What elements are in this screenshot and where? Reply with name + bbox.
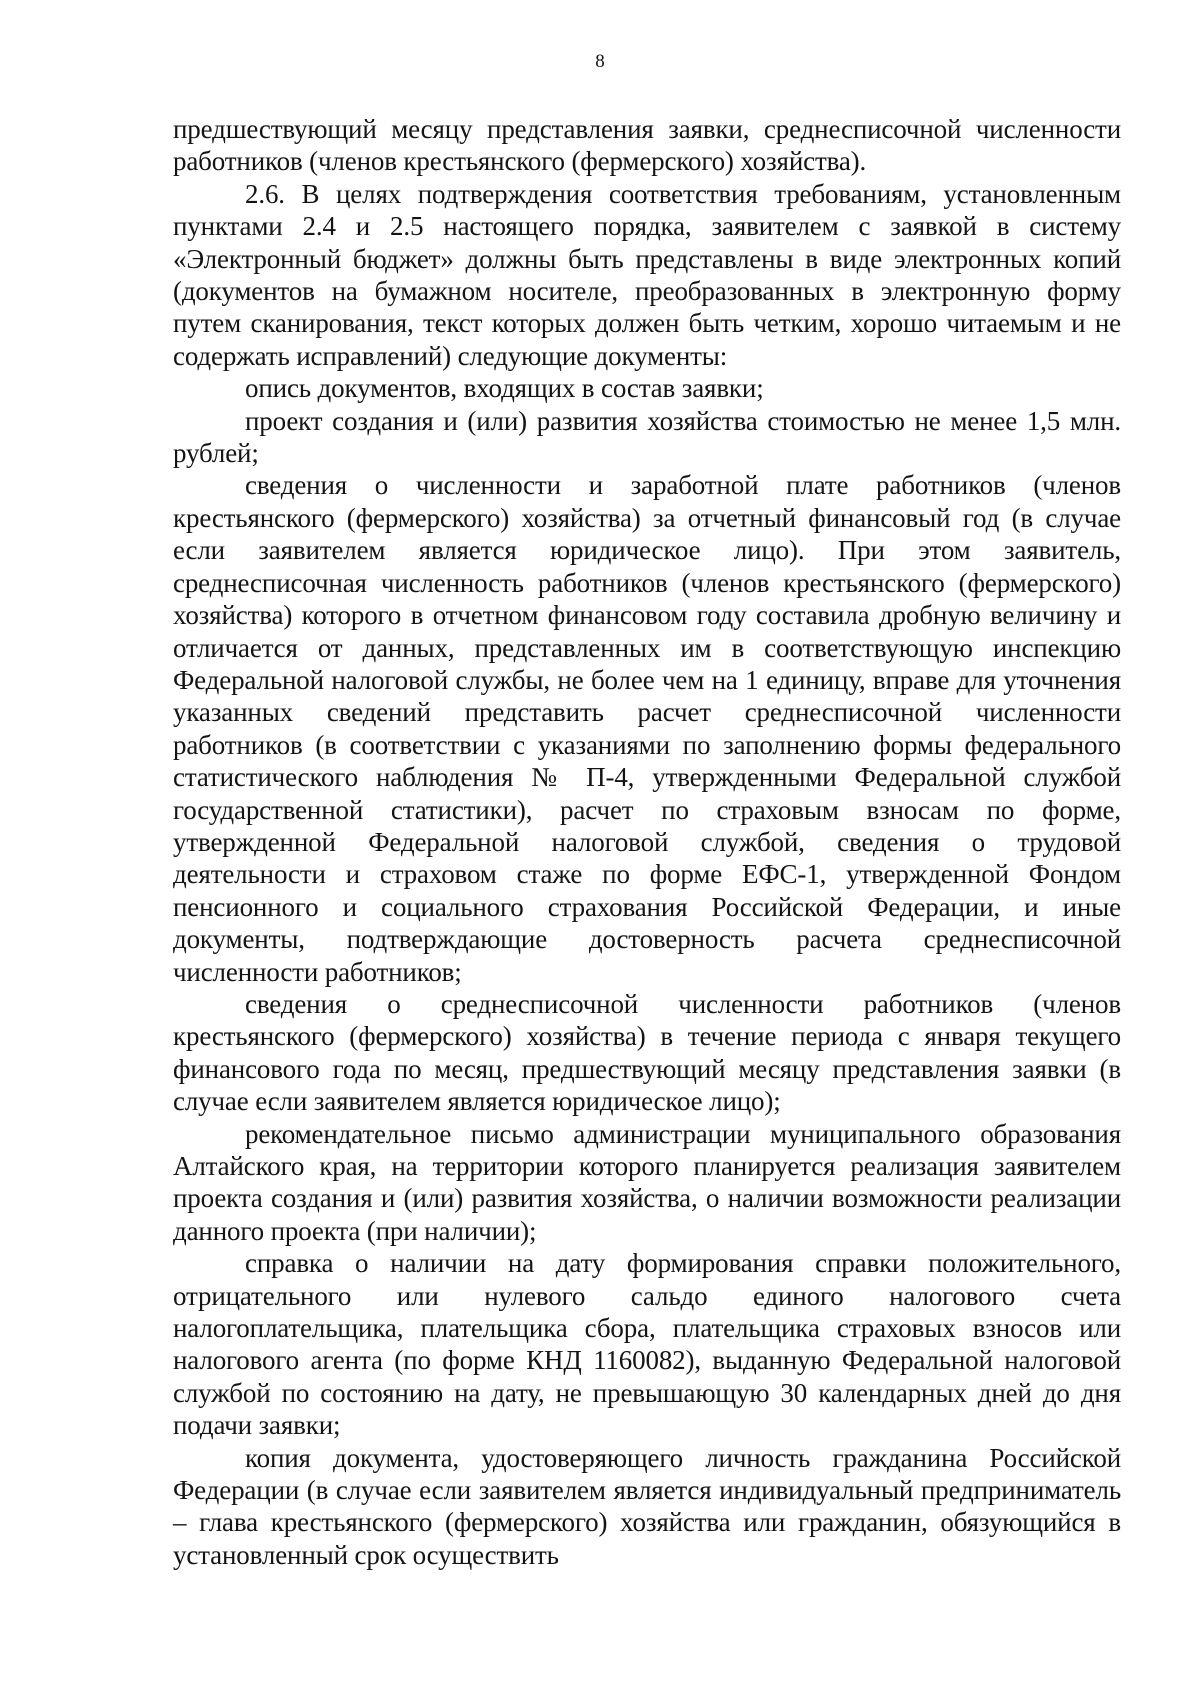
document-body xyxy=(173,113,1121,1571)
paragraph-continuation: предшествующий месяцу представления заявки, среднесписочной численности работников (членов крестьянского (фермерского) хозяйства). xyxy=(173,114,1121,177)
paragraph-document-inventory: опись документов, входящих в состав заявки; xyxy=(245,373,764,404)
paragraph-farm-project: проект создания и (или) развития хозяйства стоимостью не менее 1,5 млн. рублей; xyxy=(173,405,1121,469)
paragraph-identity-document-copy: копия документа, удостоверяющего личность гражданина Российской Федерации (в случае если заявителем является индивидуальный предприниматель – глава крестьянского (фермерского) хозяйства или гражданин, обязующийся в установленный срок осуществить xyxy=(173,1442,1121,1570)
paragraph-2-6-requirements: 2.6. В целях подтверждения соответствия требованиям, установленным пунктами 2.4 и 2.5 настоящего порядка, заявителем с заявкой в систему «Электронный бюджет» должны быть представлены в виде электронных копий (документов на бумажном носителе, преобразованных в электронную форму путем сканирования, текст которых должен быть четким, хорошо читаемым и не содержать исправлений) следующие документы: xyxy=(173,178,1121,371)
paragraph-tax-balance-certificate: справка о наличии на дату формирования справки положительного, отрицательного или нулевого сальдо единого налогового счета налогоплательщика, плательщика сбора, плательщика страховых взносов или налогового агента (по форме КНД 1160082), выданную Федеральной налоговой службой по состоянию на дату, не превышающую 30 календарных дней до дня подачи заявки; xyxy=(173,1248,1121,1441)
paragraph-recommendation-letter: рекомендательное письмо администрации муниципального образования Алтайского края, на территории которого планируется реализация заявителем проекта создания и (или) развития хозяйства, о наличии возможности реализации данного проекта (при наличии); xyxy=(173,1118,1121,1246)
page-number: 8 xyxy=(595,51,605,72)
paragraph-employee-salary-info: сведения о численности и заработной плате работников (членов крестьянского (фермерского) хозяйства) за отчетный финансовый год (в случае если заявителем является юридическое лицо). При этом заявитель, среднесписочная численность работников (членов крестьянского (фермерского) хозяйства) которого в отчетном финансовом году составила дробную величину и отличается от данных, представленных им в соответствующую инспекцию Федеральной налоговой службы, не более чем на 1 единицу, вправе для уточнения указанных сведений представить расчет среднесписочной численности работников (в соответствии с указаниями по заполнению формы федерального статистического наблюдения № П-4, утвержденными Федеральной службой государственной статистики), расчет по страховым взносам по форме, утвержденной Федеральной налоговой службой, сведения о трудовой деятельности и страховом стаже по форме ЕФС-1, утвержденной Фондом пенсионного и социального страхования Российской Федерации, и иные документы, подтверждающие достоверность расчета среднесписочной численности работников; xyxy=(173,470,1121,987)
paragraph-average-headcount-info: сведения о среднесписочной численности работников (членов крестьянского (фермерского) хозяйства) в течение периода с января текущего финансового года по месяц, предшествующий месяцу представления заявки (в случае если заявителем является юридическое лицо); xyxy=(173,988,1121,1117)
